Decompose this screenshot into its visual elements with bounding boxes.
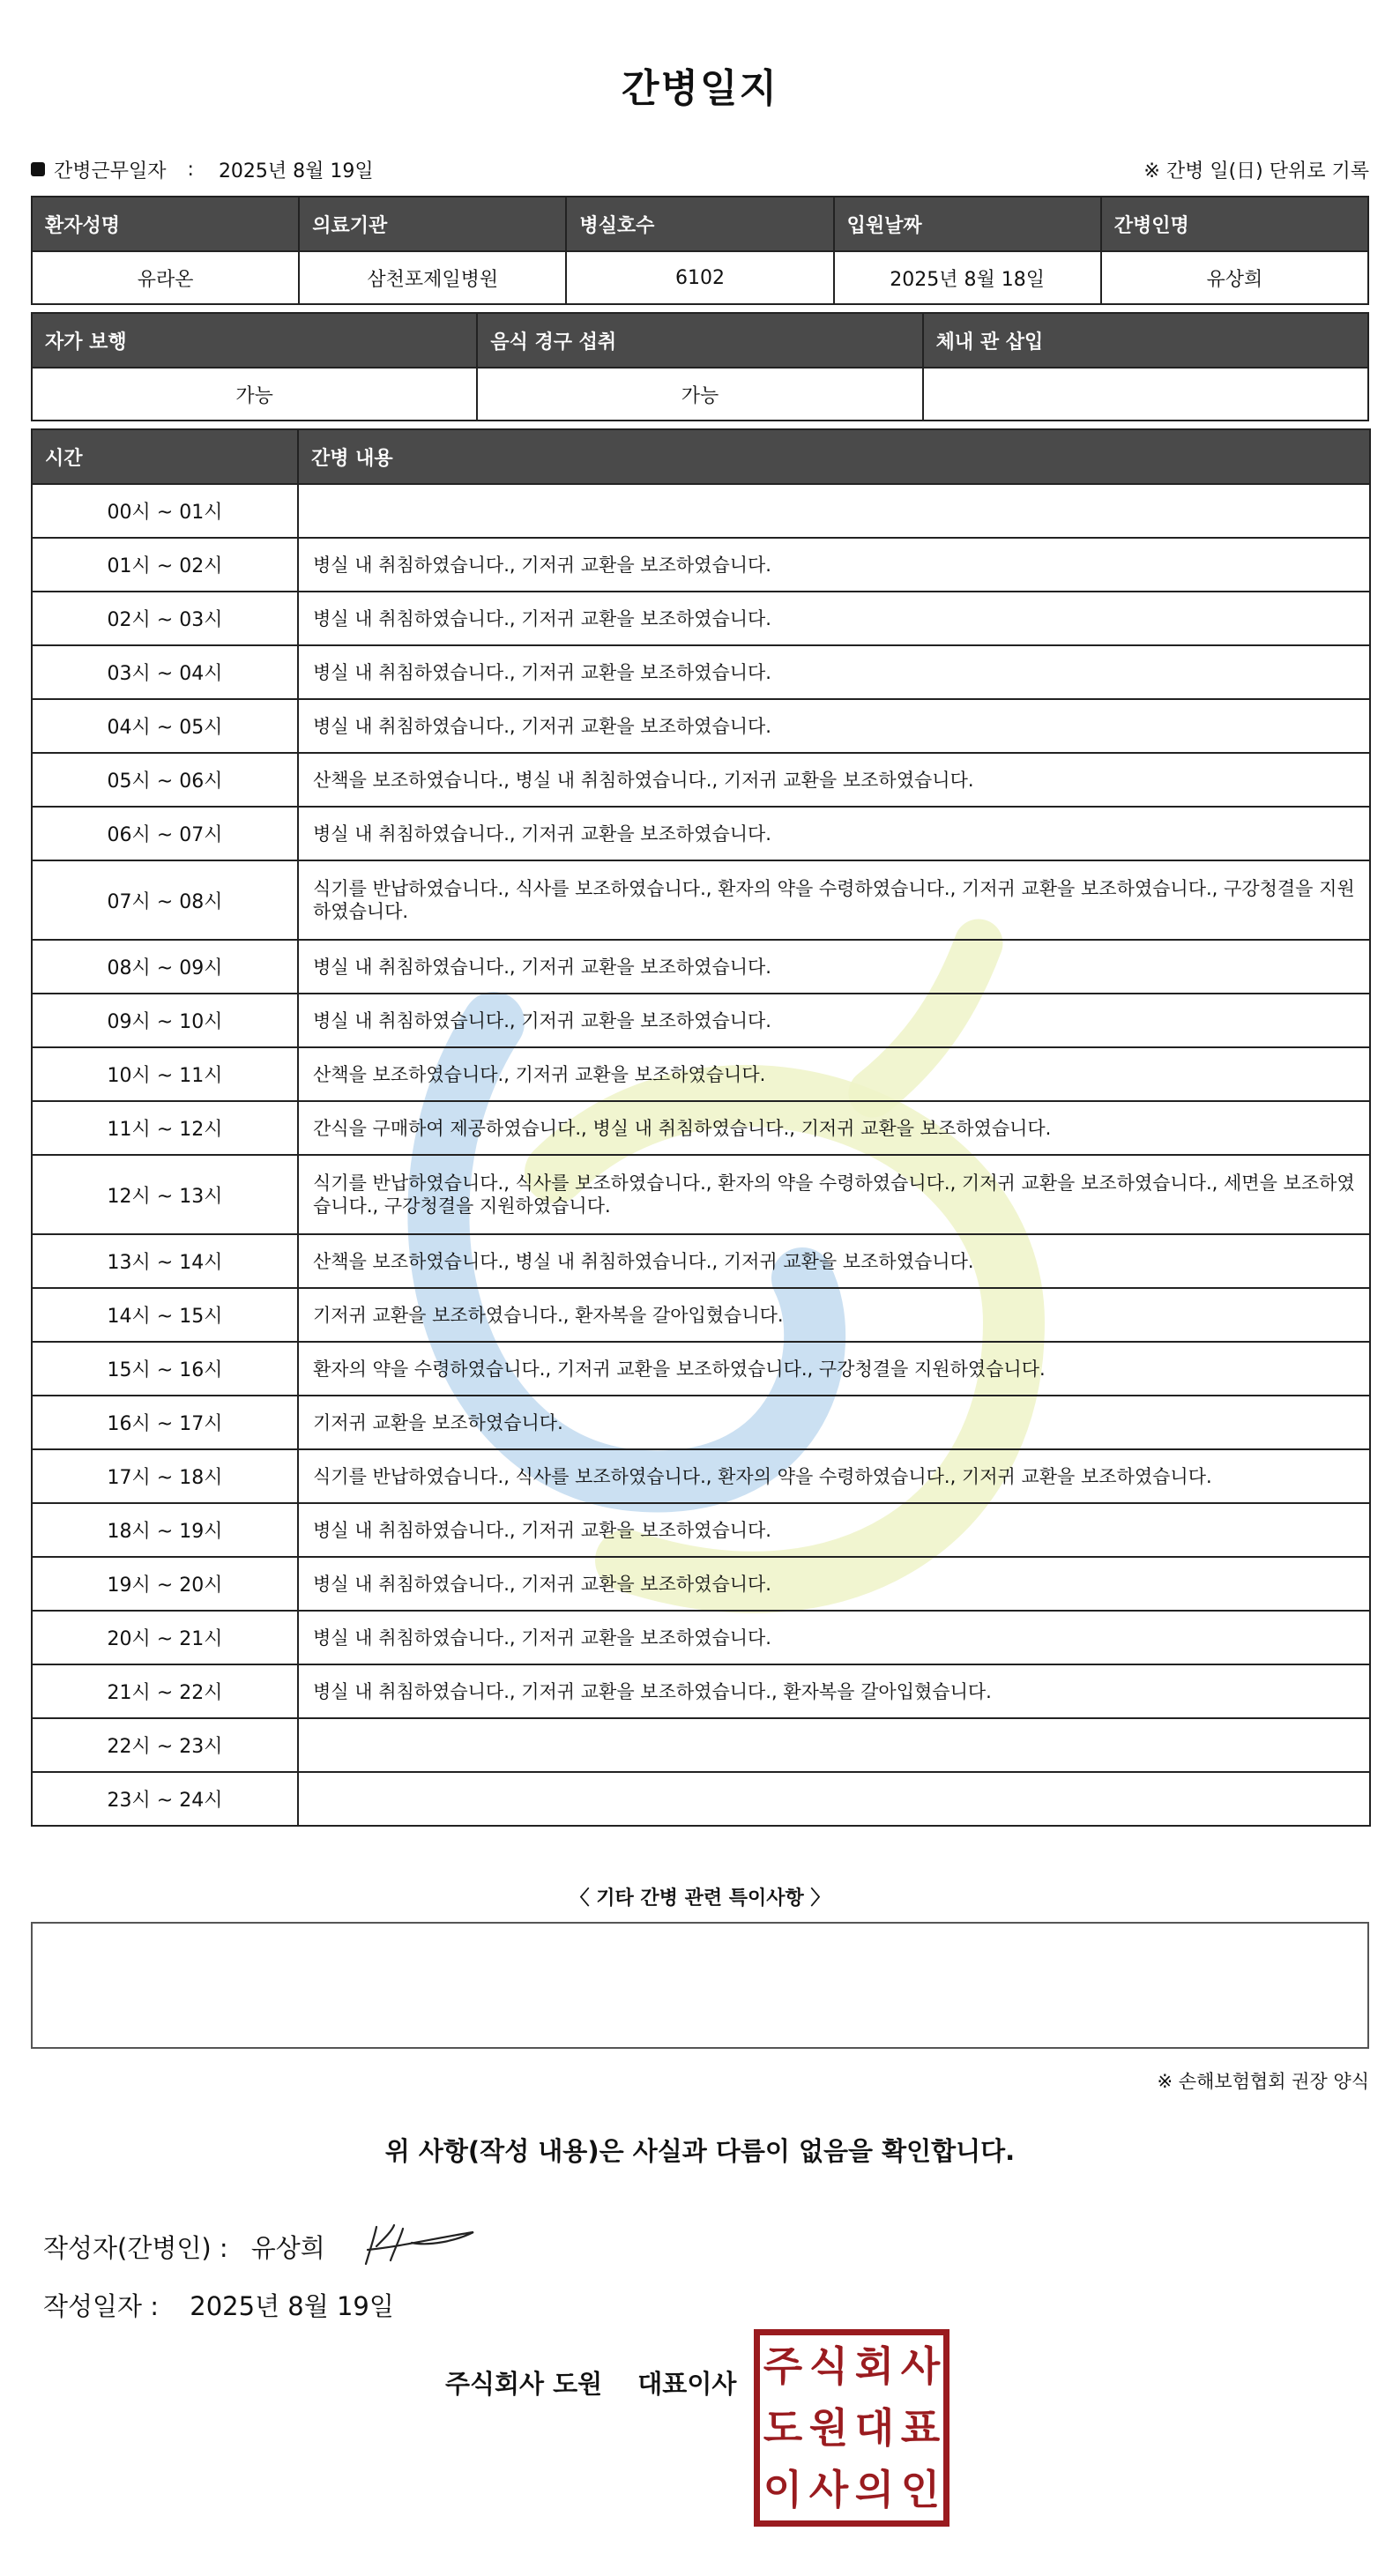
content-cell: 병실 내 취침하였습니다., 기저귀 교환을 보조하였습니다. [298, 1503, 1370, 1557]
time-cell: 03시 ~ 04시 [32, 645, 298, 699]
table-row [32, 1772, 1370, 1826]
header-tube-insertion: 체내 관 삽입 [923, 313, 1368, 368]
write-date-line [43, 2287, 394, 2323]
work-date-label: 간병근무일자 [54, 160, 167, 182]
header-patient-name: 환자성명 [32, 197, 299, 251]
time-cell: 09시 ~ 10시 [32, 994, 298, 1047]
header-oral-intake: 음식 경구 섭취 [477, 313, 922, 368]
page-title: 간병일지 [621, 66, 778, 111]
bullet-square-icon [31, 162, 45, 176]
oral-intake-value: 가능 [477, 368, 922, 421]
header-self-walking: 자가 보행 [32, 313, 477, 368]
writer-line [43, 2220, 482, 2273]
time-cell: 11시 ~ 12시 [32, 1101, 298, 1155]
header-caregiver-name: 간병인명 [1101, 197, 1368, 251]
time-cell: 19시 ~ 20시 [32, 1557, 298, 1611]
content-cell: 병실 내 취침하였습니다., 기저귀 교환을 보조하였습니다. [298, 538, 1370, 592]
content-cell: 병실 내 취침하였습니다., 기저귀 교환을 보조하였습니다. [298, 940, 1370, 994]
content-cell: 병실 내 취침하였습니다., 기저귀 교환을 보조하였습니다., 환자복을 갈아입혔습니다. [298, 1664, 1370, 1718]
table-row [32, 1288, 1370, 1342]
time-cell: 14시 ~ 15시 [32, 1288, 298, 1342]
table-row [32, 1342, 1370, 1396]
time-cell: 17시 ~ 18시 [32, 1449, 298, 1503]
work-date-separator: : [187, 158, 194, 181]
content-cell: 병실 내 취침하였습니다., 기저귀 교환을 보조하였습니다. [298, 994, 1370, 1047]
table-row [32, 1234, 1370, 1288]
table-row [32, 484, 1370, 538]
table-row [32, 1557, 1370, 1611]
time-cell: 15시 ~ 16시 [32, 1342, 298, 1396]
content-cell: 기저귀 교환을 보조하였습니다. [298, 1396, 1370, 1449]
content-cell: 기저귀 교환을 보조하였습니다., 환자복을 갈아입혔습니다. [298, 1288, 1370, 1342]
representative-title: 대표이사 [637, 2369, 737, 2399]
table-row [32, 699, 1370, 753]
table-row [32, 1503, 1370, 1557]
time-cell: 22시 ~ 23시 [32, 1718, 298, 1772]
work-date-value: 2025년 8월 19일 [218, 160, 374, 182]
time-cell: 05시 ~ 06시 [32, 753, 298, 807]
content-cell: 식기를 반납하였습니다., 식사를 보조하였습니다., 환자의 약을 수령하였습니다., 기저귀 교환을 보조하였습니다., 구강청결을 지원하였습니다. [298, 860, 1370, 940]
table-row [32, 1611, 1370, 1664]
time-cell: 08시 ~ 09시 [32, 940, 298, 994]
meta-row [31, 153, 1369, 185]
content-cell: 식기를 반납하였습니다., 식사를 보조하였습니다., 환자의 약을 수령하였습니다., 기저귀 교환을 보조하였습니다., 세면을 보조하였습니다., 구강청결을 지원하였습니다. [298, 1155, 1370, 1234]
write-date-label: 작성일자 : [43, 2291, 160, 2321]
table-row [32, 592, 1370, 645]
patient-info-header-row [32, 197, 1368, 251]
time-cell: 21시 ~ 22시 [32, 1664, 298, 1718]
notes-box [31, 1922, 1369, 2049]
header-time: 시간 [32, 429, 298, 484]
header-admission-date: 입원날짜 [834, 197, 1101, 251]
table-row [32, 1396, 1370, 1449]
admission-date: 2025년 8월 18일 [834, 251, 1101, 304]
content-cell: 병실 내 취침하였습니다., 기저귀 교환을 보조하였습니다. [298, 645, 1370, 699]
self-walking-value: 가능 [32, 368, 477, 421]
form-note: ※ 손해보험협회 권장 양식 [1157, 2071, 1369, 2092]
content-cell [298, 1718, 1370, 1772]
table-row [32, 1664, 1370, 1718]
hospital-name: 삼천포제일병원 [299, 251, 566, 304]
table-row [32, 994, 1370, 1047]
table-row [32, 1047, 1370, 1101]
table-row [32, 1718, 1370, 1772]
content-cell: 환자의 약을 수령하였습니다., 기저귀 교환을 보조하였습니다., 구강청결을 지원하였습니다. [298, 1342, 1370, 1396]
time-cell: 04시 ~ 05시 [32, 699, 298, 753]
care-log-header-row [32, 429, 1370, 484]
company-line [445, 2364, 736, 2401]
room-number: 6102 [566, 251, 833, 304]
status-info-header-row [32, 313, 1368, 368]
signature-icon [350, 2220, 482, 2273]
table-row [32, 807, 1370, 860]
table-row [32, 538, 1370, 592]
table-row [32, 1101, 1370, 1155]
content-cell [298, 484, 1370, 538]
company-seal-icon: 주 식 회 사 도 원 대 표 이 사 의 인 [754, 2329, 949, 2527]
company-name: 주식회사 도원 [445, 2369, 603, 2399]
header-room-number: 병실호수 [566, 197, 833, 251]
content-cell: 산책을 보조하였습니다., 병실 내 취침하였습니다., 기저귀 교환을 보조하였습니다. [298, 1234, 1370, 1288]
table-row [32, 1155, 1370, 1234]
care-log-table [31, 428, 1371, 1827]
table-row [32, 940, 1370, 994]
confirm-statement: 위 사항(작성 내용)은 사실과 다름이 없음을 확인합니다. [384, 2136, 1016, 2166]
time-cell: 00시 ~ 01시 [32, 484, 298, 538]
time-cell: 20시 ~ 21시 [32, 1611, 298, 1664]
table-row [32, 645, 1370, 699]
patient-name: 유라온 [32, 251, 299, 304]
table-row [32, 860, 1370, 940]
unit-note: ※ 간병 일(日) 단위로 기록 [1143, 160, 1369, 182]
content-cell: 병실 내 취침하였습니다., 기저귀 교환을 보조하였습니다. [298, 1557, 1370, 1611]
writer-name: 유상희 [250, 2232, 325, 2263]
patient-info-value-row [32, 251, 1368, 304]
time-cell: 18시 ~ 19시 [32, 1503, 298, 1557]
header-care-content: 간병 내용 [298, 429, 1370, 484]
time-cell: 02시 ~ 03시 [32, 592, 298, 645]
work-date [31, 156, 374, 183]
content-cell: 병실 내 취침하였습니다., 기저귀 교환을 보조하였습니다. [298, 807, 1370, 860]
content-cell: 병실 내 취침하였습니다., 기저귀 교환을 보조하였습니다. [298, 699, 1370, 753]
time-cell: 07시 ~ 08시 [32, 860, 298, 940]
table-row [32, 1449, 1370, 1503]
time-cell: 13시 ~ 14시 [32, 1234, 298, 1288]
time-cell: 10시 ~ 11시 [32, 1047, 298, 1101]
patient-info-table [31, 196, 1369, 305]
content-cell: 산책을 보조하였습니다., 기저귀 교환을 보조하였습니다. [298, 1047, 1370, 1101]
status-info-value-row [32, 368, 1368, 421]
writer-label: 작성자(간병인) : [43, 2232, 228, 2263]
content-cell: 간식을 구매하여 제공하였습니다., 병실 내 취침하였습니다., 기저귀 교환을 보조하였습니다. [298, 1101, 1370, 1155]
content-cell: 식기를 반납하였습니다., 식사를 보조하였습니다., 환자의 약을 수령하였습니다., 기저귀 교환을 보조하였습니다. [298, 1449, 1370, 1503]
write-date-value: 2025년 8월 19일 [190, 2291, 394, 2321]
table-row [32, 753, 1370, 807]
time-cell: 12시 ~ 13시 [32, 1155, 298, 1234]
time-cell: 23시 ~ 24시 [32, 1772, 298, 1826]
content-cell: 병실 내 취침하였습니다., 기저귀 교환을 보조하였습니다. [298, 592, 1370, 645]
time-cell: 06시 ~ 07시 [32, 807, 298, 860]
status-info-table [31, 312, 1369, 421]
header-hospital: 의료기관 [299, 197, 566, 251]
time-cell: 16시 ~ 17시 [32, 1396, 298, 1449]
caregiver-name: 유상희 [1101, 251, 1368, 304]
notes-label: 〈 기타 간병 관련 특이사항 〉 [570, 1887, 830, 1910]
content-cell: 병실 내 취침하였습니다., 기저귀 교환을 보조하였습니다. [298, 1611, 1370, 1664]
time-cell: 01시 ~ 02시 [32, 538, 298, 592]
content-cell: 산책을 보조하였습니다., 병실 내 취침하였습니다., 기저귀 교환을 보조하였습니다. [298, 753, 1370, 807]
content-cell [298, 1772, 1370, 1826]
tube-insertion-value [923, 368, 1368, 421]
